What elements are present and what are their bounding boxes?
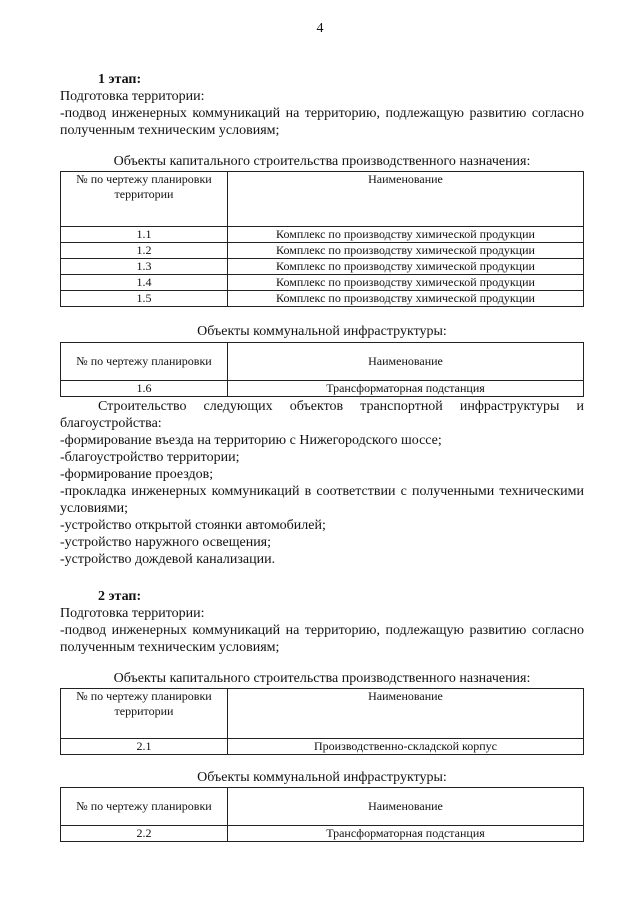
page-number: 4: [316, 21, 324, 36]
column-header-number: № по чертежу планировки: [61, 343, 228, 381]
stage2-section: [60, 588, 584, 656]
stage1-title: 1 этап:: [98, 72, 142, 87]
table-cell-name: Комплекс по производству химической продукции: [228, 227, 584, 243]
table-cell-name: Комплекс по производству химической продукции: [228, 291, 584, 307]
stage2-prep-title: Подготовка территории:: [60, 606, 205, 621]
stage1-table1-caption: Объекты капитального строительства производственного назначения:: [113, 154, 531, 169]
table-cell-name: Комплекс по производству химической продукции: [228, 259, 584, 275]
list-item: -устройство дождевой канализации.: [60, 552, 276, 567]
stage2-utility-objects-table: [60, 787, 584, 842]
table-row: [61, 243, 584, 259]
table-cell-number: 2.1: [61, 739, 228, 755]
column-header-number: № по чертежу планировки территории: [61, 689, 228, 739]
column-header-number: № по чертежу планировки территории: [61, 172, 228, 227]
table-cell-name: Комплекс по производству химической продукции: [228, 275, 584, 291]
table-cell-name: Трансформаторная подстанция: [228, 826, 584, 842]
stage1-construction-list: [60, 398, 584, 568]
list-item: -формирование проездов;: [60, 467, 214, 482]
stage2-title: 2 этап:: [98, 589, 142, 604]
construction-intro: Строительство следующих объектов транспортной инфраструктуры и благоустройства:: [60, 399, 584, 431]
list-item: -прокладка инженерных коммуникаций в соответствии с полученными техническими условиями;: [60, 484, 584, 516]
list-item: -устройство открытой стоянки автомобилей;: [60, 518, 326, 533]
table-row: [61, 381, 584, 397]
table-row: [61, 227, 584, 243]
stage2-capital-objects-table: [60, 688, 584, 755]
stage1-utility-objects-table: [60, 342, 584, 397]
list-item: -формирование въезда на территорию с Нижегородского шоссе;: [60, 433, 442, 448]
stage1-section: [60, 71, 584, 139]
table-row: [61, 291, 584, 307]
stage1-prep-title: Подготовка территории:: [60, 89, 205, 104]
table-cell-number: 1.6: [61, 381, 228, 397]
table-cell-number: 1.2: [61, 243, 228, 259]
stage1-prep-text: -подвод инженерных коммуникаций на территорию, подлежащую развитию согласно полученным техническим условиям;: [60, 106, 584, 138]
table-cell-number: 1.4: [61, 275, 228, 291]
table-cell-name: Комплекс по производству химической продукции: [228, 243, 584, 259]
column-header-name: Наименование: [228, 689, 584, 739]
table-row: [61, 739, 584, 755]
table-header-row: [61, 689, 584, 739]
table-header-row: [61, 788, 584, 826]
table-cell-name: Производственно-складской корпус: [228, 739, 584, 755]
table-row: [61, 275, 584, 291]
table-cell-number: 2.2: [61, 826, 228, 842]
list-item: -устройство наружного освещения;: [60, 535, 272, 550]
stage2-prep-text: -подвод инженерных коммуникаций на территорию, подлежащую развитию согласно полученным техническим условиям;: [60, 623, 584, 655]
list-item: -благоустройство территории;: [60, 450, 240, 465]
table-header-row: [61, 172, 584, 227]
column-header-name: Наименование: [228, 343, 584, 381]
table-row: [61, 826, 584, 842]
column-header-number: № по чертежу планировки: [61, 788, 228, 826]
stage1-table2-caption: Объекты коммунальной инфраструктуры:: [197, 324, 447, 339]
stage2-table1-caption: Объекты капитального строительства производственного назначения:: [113, 671, 531, 686]
stage2-table2-caption: Объекты коммунальной инфраструктуры:: [197, 770, 447, 785]
column-header-name: Наименование: [228, 788, 584, 826]
column-header-name: Наименование: [228, 172, 584, 227]
table-cell-number: 1.3: [61, 259, 228, 275]
table-header-row: [61, 343, 584, 381]
table-cell-name: Трансформаторная подстанция: [228, 381, 584, 397]
table-row: [61, 259, 584, 275]
table-cell-number: 1.1: [61, 227, 228, 243]
table-cell-number: 1.5: [61, 291, 228, 307]
stage1-capital-objects-table: [60, 171, 584, 307]
